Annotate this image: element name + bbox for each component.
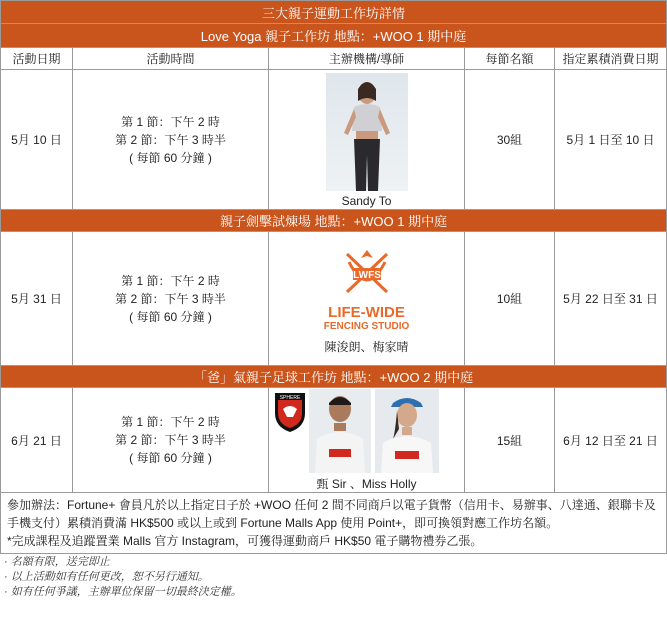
event-spend-dates: 5月 22 日至 31 日 [555, 232, 667, 366]
logo-mark: LWFS [352, 270, 381, 281]
event-organizer [269, 70, 465, 210]
column-header-organizer: 主辦機構/導師 [269, 48, 465, 70]
sphere-logo-text: SPHERE [279, 395, 301, 401]
table-row [1, 388, 667, 493]
event-date: 5月 31 日 [1, 232, 73, 366]
event-time [73, 388, 269, 493]
event-quota: 10組 [465, 232, 555, 366]
organizer-name: 甄 Sir 、Miss Holly [316, 477, 417, 491]
fencing-studio-logo [312, 248, 422, 333]
footnotes [0, 555, 667, 600]
session-2: 第 2 節：下午 3 時半 [115, 132, 226, 147]
logo-subname: FENCING STUDIO [323, 321, 410, 332]
footnote: · 以上活動如有任何更改，恕不另行通知。 [4, 571, 209, 583]
column-header-spend-dates: 指定累積消費日期 [555, 48, 667, 70]
coach-photo-1 [309, 389, 371, 473]
session-1: 第 1 節：下午 2 時 [121, 114, 220, 129]
session-2: 第 2 節：下午 3 時半 [115, 291, 226, 306]
session-duration: ( 每節 60 分鐘 ) [129, 309, 212, 324]
event-date: 5月 10 日 [1, 70, 73, 210]
table-title: 三大親子運動工作坊詳情 [1, 1, 667, 24]
event-header-football: 「爸」氣親子足球工作坊 地點：+WOO 2 期中庭 [1, 366, 667, 388]
coach-photo-2 [375, 389, 439, 473]
session-1: 第 1 節：下午 2 時 [121, 415, 220, 429]
instructor-photo [326, 73, 408, 191]
event-time [73, 70, 269, 210]
session-2: 第 2 節：下午 3 時半 [115, 433, 226, 447]
event-spend-dates: 5月 1 日至 10 日 [555, 70, 667, 210]
column-header-quota: 每節名額 [465, 48, 555, 70]
column-header-time: 活動時間 [73, 48, 269, 70]
column-header-date: 活動日期 [1, 48, 73, 70]
event-time [73, 232, 269, 366]
crossed-swords-icon [337, 248, 397, 296]
session-duration: ( 每節 60 分鐘 ) [129, 150, 212, 165]
event-quota: 15組 [465, 388, 555, 493]
instagram-note: *完成課程及追蹤置業 Malls 官方 Instagram，可獲得運動商戶 HK$50 電子購物禮券乙張。 [7, 534, 483, 548]
event-quota: 30組 [465, 70, 555, 210]
organizer-name: 陳浚朗、梅家晴 [324, 340, 409, 354]
session-duration: ( 每節 60 分鐘 ) [129, 451, 212, 465]
participation-method: 參加辦法：Fortune+ 會員凡於以上指定日子於 +WOO 任何 2 間不同商戶以電子貨幣（信用卡、易辦事、八達通、銀聯卡及手機支付）累積消費滿 HK$500 或以上或到 Fortune Malls App 使用 Point+，即可換領對應工作坊名額。 [7, 498, 656, 530]
instructor-photos [269, 389, 465, 475]
event-date: 6月 21 日 [1, 388, 73, 493]
participation-notes [1, 493, 667, 554]
event-header-fencing: 親子劍擊試煉場 地點：+WOO 1 期中庭 [1, 210, 667, 232]
sphere-logo-icon [273, 391, 307, 433]
table-row [1, 70, 667, 210]
footnote: · 如有任何爭議，主辦單位保留一切最終決定權。 [4, 586, 242, 598]
event-header-yoga: Love Yoga 親子工作坊 地點：+WOO 1 期中庭 [1, 24, 667, 48]
organizer-name: Sandy To [341, 194, 392, 208]
logo-name: LIFE-WIDE [328, 304, 405, 321]
session-1: 第 1 節：下午 2 時 [121, 273, 220, 288]
event-organizer [269, 232, 465, 366]
table-row [1, 232, 667, 366]
footnote: · 名額有限，送完即止 [4, 556, 110, 568]
event-spend-dates: 6月 12 日至 21 日 [555, 388, 667, 493]
event-organizer [269, 388, 465, 493]
